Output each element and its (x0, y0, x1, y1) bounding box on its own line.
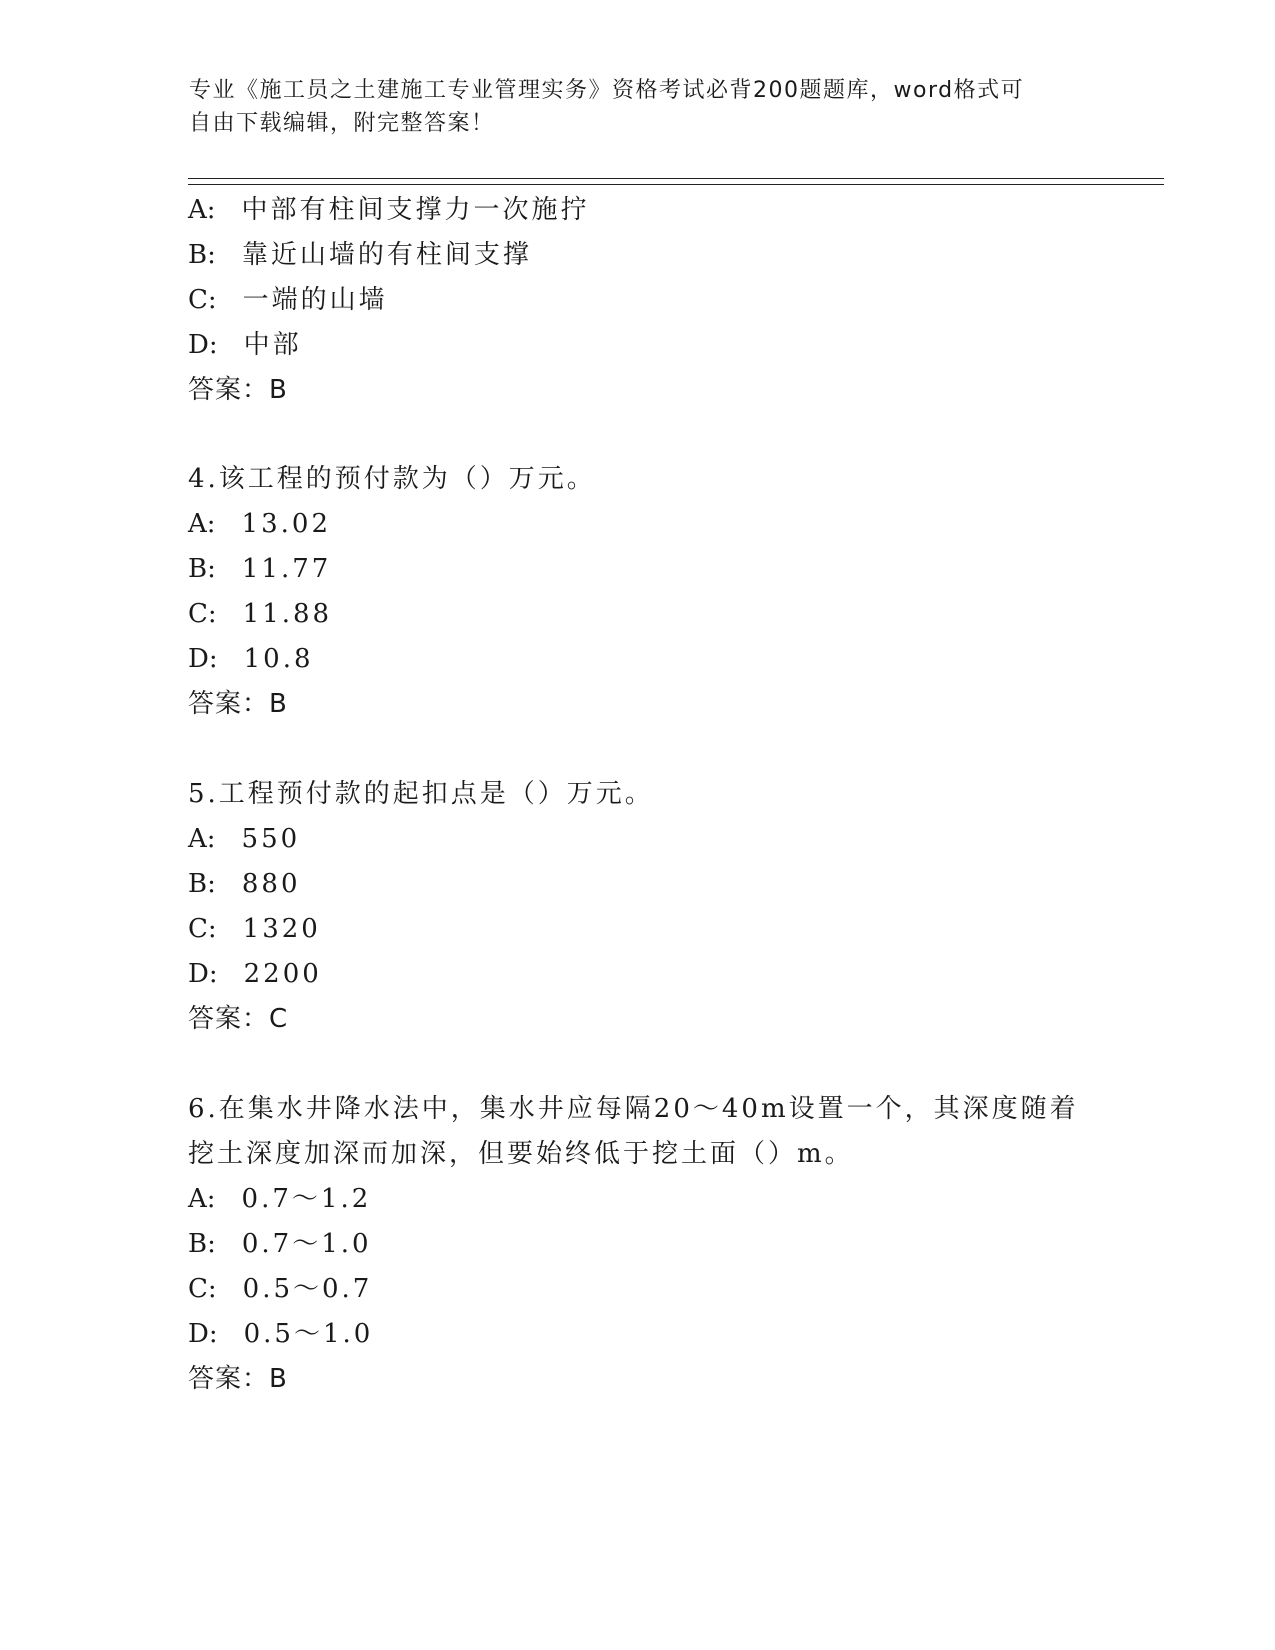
option-letter: B: (188, 240, 216, 270)
option-text: 一端的山墙 (242, 285, 388, 315)
q4-option-a (188, 508, 331, 540)
option-text: 550 (241, 824, 301, 854)
q5-answer: 答案：C (188, 1004, 289, 1034)
q5-option-a (188, 823, 300, 855)
option-letter: B: (188, 1229, 216, 1259)
q3-answer: 答案：B (188, 375, 288, 405)
option-letter: C: (188, 1274, 217, 1304)
q4-answer: 答案：B (188, 689, 288, 719)
q6-option-b (188, 1228, 372, 1260)
option-text: 0.5～0.7 (242, 1274, 373, 1304)
option-text: 880 (241, 869, 301, 899)
q6-answer: 答案：B (188, 1364, 288, 1394)
q5-option-b (188, 868, 301, 900)
q6-option-d (188, 1318, 373, 1350)
q3-option-d (188, 329, 302, 361)
option-letter: A: (188, 509, 216, 539)
q4-option-b (188, 553, 331, 585)
option-letter: D: (188, 1319, 218, 1349)
q5-option-d (188, 958, 322, 990)
option-letter: D: (188, 330, 218, 360)
option-text: 13.02 (241, 509, 331, 539)
option-text: 中部有柱间支撑力一次施拧 (241, 195, 590, 225)
option-text: 1320 (242, 914, 321, 944)
q3-option-c (188, 284, 388, 316)
q6-question-line-1: 6.在集水井降水法中，集水井应每隔20～40m设置一个，其深度随着 (188, 1094, 1079, 1124)
option-text: 11.88 (242, 599, 333, 629)
option-letter: C: (188, 285, 217, 315)
q5-question: 5.工程预付款的起扣点是（）万元。 (188, 779, 654, 809)
q6-option-a (188, 1183, 371, 1215)
document-header (189, 74, 1069, 140)
option-letter: A: (188, 824, 216, 854)
option-letter: B: (188, 554, 216, 584)
option-text: 靠近山墙的有柱间支撑 (241, 240, 532, 270)
option-text: 11.77 (241, 554, 332, 584)
option-text: 0.7～1.2 (241, 1184, 372, 1214)
q4-question: 4.该工程的预付款为（）万元。 (188, 464, 596, 494)
q6-question-line-2: 挖土深度加深而加深，但要始终低于挖土面（）m。 (188, 1139, 854, 1169)
option-letter: C: (188, 914, 217, 944)
q3-option-a (188, 194, 590, 226)
q4-option-c (188, 598, 332, 630)
header-line-2: 自由下载编辑，附完整答案！ (189, 111, 495, 136)
option-text: 2200 (243, 959, 322, 989)
header-divider-bottom (188, 184, 1164, 185)
option-text: 中部 (243, 330, 302, 360)
q3-option-b (188, 239, 532, 271)
option-text: 0.5～1.0 (243, 1319, 374, 1349)
option-letter: C: (188, 599, 217, 629)
option-letter: A: (188, 195, 216, 225)
option-letter: D: (188, 644, 218, 674)
q4-option-d (188, 643, 314, 675)
header-divider-top (188, 178, 1164, 179)
header-line-1: 专业《施工员之土建施工专业管理实务》资格考试必背200题题库，word格式可 (189, 78, 1025, 103)
option-letter: A: (188, 1184, 216, 1214)
q6-option-c (188, 1273, 372, 1305)
option-letter: D: (188, 959, 218, 989)
q5-option-c (188, 913, 321, 945)
option-text: 10.8 (243, 644, 314, 674)
option-letter: B: (188, 869, 216, 899)
option-text: 0.7～1.0 (241, 1229, 372, 1259)
